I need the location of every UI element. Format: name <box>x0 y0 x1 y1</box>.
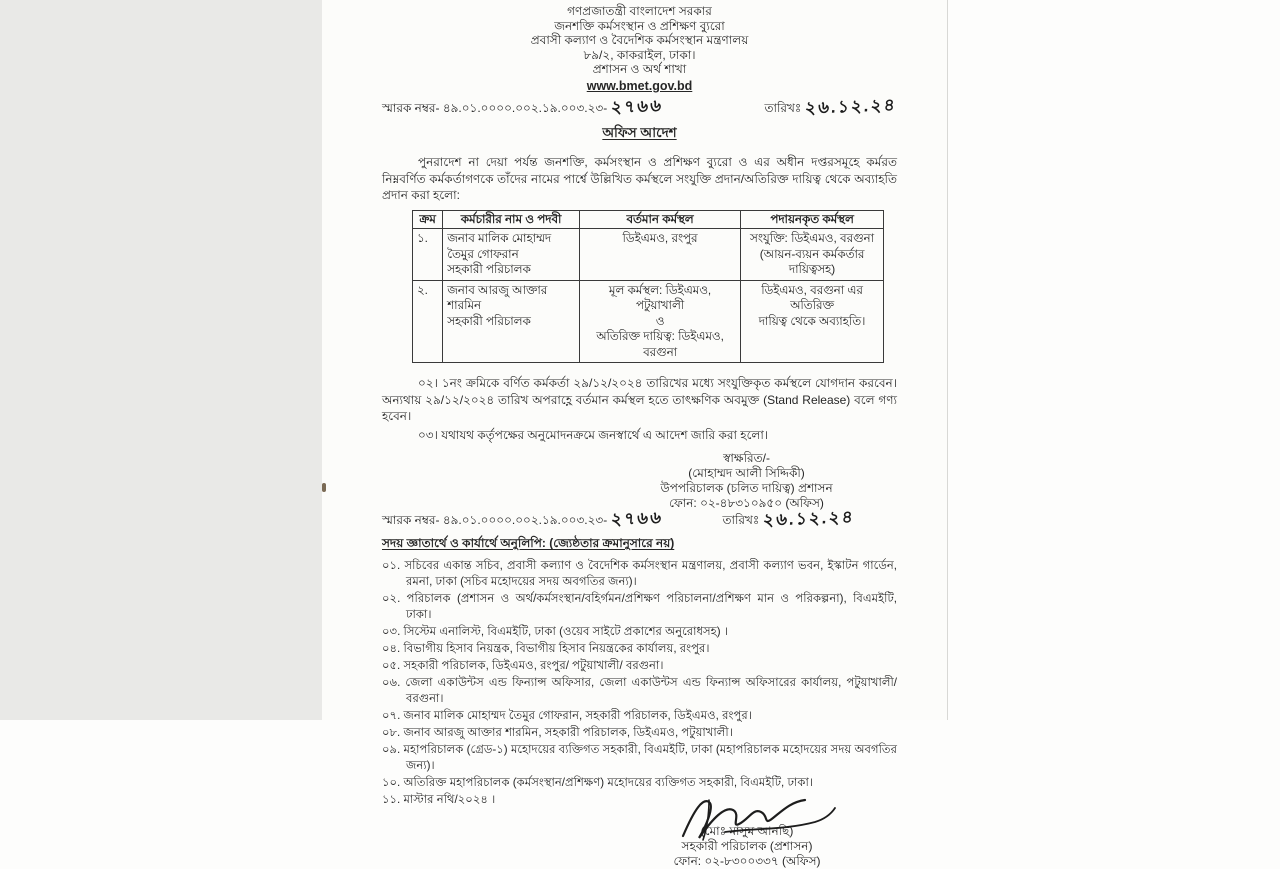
signatory-designation: সহকারী পরিচালক (প্রশাসন) <box>681 839 813 853</box>
bureau-name: জনশক্তি কর্মসংস্থান ও প্রশিক্ষণ ব্যুরো <box>554 18 725 33</box>
letterhead <box>382 4 897 93</box>
section-name: প্রশাসন ও অর্থ শাখা <box>592 62 687 76</box>
document-page <box>322 0 948 868</box>
list-item: ০৭. জনাব মালিক মোহাম্মদ তৈমুর গোফরান, সহকারী পরিচালক, ডিইএমও, রংপুর। <box>382 709 752 722</box>
header-serial: ক্রম <box>413 210 443 229</box>
document-content <box>322 0 947 869</box>
header-posted-workplace: পদায়নকৃত কর্মস্থল <box>741 210 884 229</box>
memo-date <box>764 95 898 120</box>
list-item: ০৫. সহকারী পরিচালক, ডিইএমও, রংপুর/ পটুয়াখালী/ বরগুনা। <box>382 659 664 672</box>
serial-cell: ২. <box>413 280 443 363</box>
intro-paragraph: পুনরাদেশ না দেয়া পর্যন্ত জনশক্তি, কর্মসংস্থান ও প্রশিক্ষণ ব্যুরো ও এর অধীন দপ্তরসমূহে কর্মরত নিম্নবর্ণিত কর্মকর্তাগণকে তাঁদের নামের পার্শ্বে উল্লিখিত কর্মস্থলে সংযুক্তি প্রদান/অতিরিক্ত দায়িত্ব থেকে অব্যাহতি প্রদান করা হলো: <box>382 155 897 202</box>
list-item: ১০. অতিরিক্ত মহাপরিচালক (কর্মসংস্থান/প্রশিক্ষণ) মহোদয়ের ব্যক্তিগত সহকারী, বিএমইটি, ঢাকা। <box>382 776 814 789</box>
order-table <box>412 210 884 364</box>
name-cell <box>443 229 580 281</box>
signed-label: স্বাক্ষরিত/- <box>723 451 770 465</box>
list-item: ০১. সচিবের একান্ত সচিব, প্রবাসী কল্যাণ ও বৈদেশিক কর্মসংস্থান মন্ত্রণালয়, প্রবাসী কল্যাণ ভবন, ইস্কাটন গার্ডেন, রমনা, ঢাকা (সচিব মহোদয়ের সদয় অবগতির জন্য)। <box>382 559 897 588</box>
ministry-name: প্রবাসী কল্যাণ ও বৈদেশিক কর্মসংস্থান মন্ত্রণালয় <box>530 33 749 47</box>
memo-number-handwritten: ২৭৬৬ <box>610 508 665 529</box>
date-handwritten: ২৬.১২.২৪ <box>762 507 856 530</box>
clause-02: ০২। ১নং ক্রমিকে বর্ণিত কর্মকর্তা ২৯/১২/২০২৪ তারিখের মধ্যে সংযুক্তিকৃত কর্মস্থলে যোগদান করবেন। অন্যথায় ২৯/১২/২০২৪ তারিখ অপরাহ্ণে বর্তমান কর্মস্থল হতে তাৎক্ষণিক অবমুক্ত (Stand Release) বলে গণ্য হবেন। <box>382 376 897 423</box>
current-workplace-cell: মূল কর্মস্থল: ডিইএমও, পটুয়াখালী ও অতিরিক্ত দায়িত্ব: ডিইএমও, বরগুনা <box>580 280 741 363</box>
table-header-row <box>413 210 884 229</box>
website-link: www.bmet.gov.bd <box>586 78 693 93</box>
employee-name: জনাব মালিক মোহাম্মদ তৈমুর গোফরান <box>447 231 552 261</box>
signatory-phone: ফোন: ০২-৪৮৩১০৯৫০ (অফিস) <box>669 496 824 510</box>
employee-designation: সহকারী পরিচালক <box>447 313 531 328</box>
list-item: ০২. পরিচালক (প্রশাসন ও অর্থ/কর্মসংস্থান/বহির্গমন/প্রশিক্ষণ পরিচালনা/প্রশিক্ষণ মান ও পরিকল্পনা), বিএমইটি, ঢাকা। <box>382 592 897 621</box>
staple-mark <box>322 483 326 492</box>
posted-workplace-cell: সংযুক্তি: ডিইএমও, বরগুনা (আয়ন-ব্যয়ন কর্মকর্তার দায়িত্বসহ) <box>741 229 884 281</box>
employee-designation: সহকারী পরিচালক <box>447 262 531 276</box>
date-label: তারিখঃ <box>722 513 760 527</box>
list-item: ১১. মাস্টার নথি/২০২৪ । <box>382 793 496 806</box>
secondary-signatory-block <box>647 824 847 869</box>
list-item: ০৮. জনাব আরজু আক্তার শারমিন, সহকারী পরিচালক, ডিইএমও, পটুয়াখালী। <box>382 726 733 739</box>
employee-name: জনাব আরজু আক্তার শারমিন <box>447 282 548 312</box>
government-name: গণপ্রজাতন্ত্রী বাংলাদেশ সরকার <box>567 4 712 18</box>
list-item: ০৬. জেলা একাউন্টস এন্ড ফিন্যান্স অফিসার, জেলা একাউন্টস এন্ড ফিন্যান্স অফিসারের কার্যালয়, পটুয়াখালী/ বরগুনা। <box>382 676 897 705</box>
memo-number-handwritten: ২৭৬৬ <box>610 96 665 117</box>
copies-heading: সদয় জ্ঞাতার্থে ও কার্যার্থে অনুলিপি: (জ্যেষ্ঠতার ক্রমানুসারে নয়) <box>382 536 675 550</box>
header-current-workplace: বর্তমান কর্মস্থল <box>580 210 741 229</box>
office-address: ৮৯/২, কাকরাইল, ঢাকা। <box>583 47 696 62</box>
list-item: ০৯. মহাপরিচালক (গ্রেড-১) মহোদয়ের ব্যক্তিগত সহকারী, বিএমইটি, ঢাকা (মহাপরিচালক মহোদয়ের সদয় অবগতির জন্য)। <box>382 743 897 772</box>
signatory-name: (মোঃ মাসুম আনছি) <box>700 824 794 838</box>
signatory-phone: ফোন: ০২-৮৩০০৩৩৭ (অফিস) <box>673 854 821 868</box>
memo-row-top <box>382 95 898 120</box>
date-handwritten: ২৬.১২.২৪ <box>804 95 898 118</box>
copy-list <box>382 558 897 808</box>
signatory-date <box>722 507 856 532</box>
header-name-designation: কর্মচারীর নাম ও পদবী <box>443 210 580 229</box>
clause-03: ০৩। যথাযথ কর্তৃপক্ষের অনুমোদনক্রমে জনস্বার্থে এ আদেশ জারি করা হলো। <box>418 427 769 442</box>
memo-number <box>382 96 665 120</box>
primary-signatory-block <box>644 451 849 511</box>
serial-cell: ১. <box>413 229 443 281</box>
signatory-name: (মোহাম্মদ আলী সিদ্দিকী) <box>688 466 805 480</box>
list-item: ০৪. বিভাগীয় হিসাব নিয়ন্ত্রক, বিভাগীয় হিসাব নিয়ন্ত্রকের কার্যালয়, রংপুর। <box>382 642 710 655</box>
date-label: তারিখঃ <box>764 101 802 115</box>
office-order-title: অফিস আদেশ <box>602 125 677 140</box>
list-item: ০৩. সিস্টেম এনালিস্ট, বিএমইটি, ঢাকা (ওয়েব সাইটে প্রকাশের অনুরোধসহ) । <box>382 625 728 638</box>
table-row <box>413 280 884 363</box>
memo-number-bottom <box>382 508 665 532</box>
current-workplace-cell: ডিইএমও, রংপুর <box>580 229 741 281</box>
posted-workplace-cell: ডিইএমও, বরগুনা এর অতিরিক্ত দায়িত্ব থেকে অব্যাহতি। <box>741 280 884 363</box>
scan-left-margin <box>0 0 322 720</box>
signatory-designation: উপপরিচালক (চলিত দায়িত্ব) প্রশাসন <box>660 481 833 495</box>
memo-row-bottom <box>382 507 897 532</box>
name-cell <box>443 280 580 363</box>
memo-number-label: স্মারক নম্বর- ৪৯.০১.০০০০.০০২.১৯.০০৩.২৩- <box>382 513 608 527</box>
memo-number-label: স্মারক নম্বর- ৪৯.০১.০০০০.০০২.১৯.০০৩.২৩- <box>382 101 608 115</box>
table-row <box>413 229 884 281</box>
